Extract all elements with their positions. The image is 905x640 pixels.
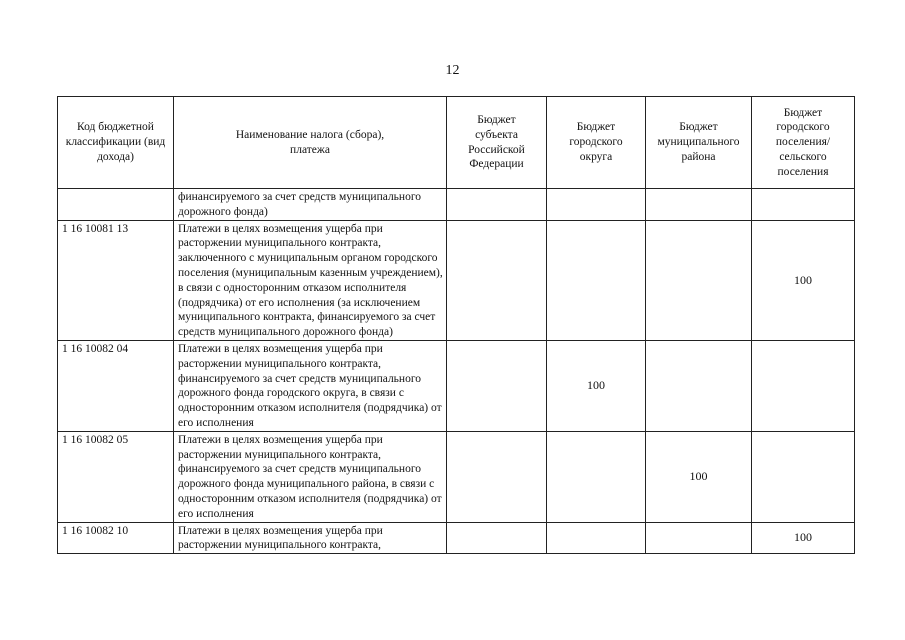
header-subject-budget-text: Бюджет субъекта Российской Федерации — [468, 113, 525, 171]
row-code: 1 16 10082 05 — [58, 431, 174, 522]
budget-classification-table — [57, 96, 855, 554]
header-tax-name — [174, 97, 447, 189]
header-budget-code — [58, 97, 174, 189]
row-city-district-value — [547, 431, 646, 522]
row-city-district-value: 100 — [547, 340, 646, 431]
row-municipal-district-value: 100 — [646, 431, 752, 522]
header-city-district-budget-text: Бюджет городского округа — [569, 121, 623, 163]
row-name: Платежи в целях возмещения ущерба при расторжении муниципального контракта, финансируемого за счет средств муниципального дорожного фонда муниципального района, в связи с односторонним отказом исполнителя (подрядчика) от его исполнения — [174, 431, 447, 522]
row-settlement-value — [752, 340, 855, 431]
row-name: Платежи в целях возмещения ущерба при расторжении муниципального контракта, — [174, 522, 447, 554]
row-subject-value — [447, 522, 547, 554]
table-row — [58, 431, 855, 522]
row-name: финансируемого за счет средств муниципального дорожного фонда) — [174, 189, 447, 221]
row-code: 1 16 10081 13 — [58, 220, 174, 340]
row-subject-value — [447, 340, 547, 431]
row-code — [58, 189, 174, 221]
row-municipal-district-value — [646, 220, 752, 340]
row-municipal-district-value — [646, 522, 752, 554]
row-municipal-district-value — [646, 340, 752, 431]
table-row — [58, 340, 855, 431]
table-row — [58, 522, 855, 554]
page-number: 12 — [445, 63, 460, 78]
header-subject-budget — [447, 97, 547, 189]
row-code: 1 16 10082 04 — [58, 340, 174, 431]
row-code: 1 16 10082 10 — [58, 522, 174, 554]
header-municipal-district-budget-text: Бюджет муниципального района — [657, 121, 740, 163]
row-subject-value — [447, 431, 547, 522]
row-city-district-value — [547, 189, 646, 221]
row-name: Платежи в целях возмещения ущерба при расторжении муниципального контракта, финансируемого за счет средств муниципального дорожного фонда городского округа, в связи с односторонним отказом исполнителя (подрядчика) от его исполнения — [174, 340, 447, 431]
row-city-district-value — [547, 220, 646, 340]
header-budget-code-text: Код бюджетной классификации (вид дохода) — [65, 121, 166, 163]
table-row — [58, 220, 855, 340]
row-settlement-value — [752, 189, 855, 221]
row-settlement-value: 100 — [752, 522, 855, 554]
row-settlement-value — [752, 431, 855, 522]
row-city-district-value — [547, 522, 646, 554]
header-tax-name-text: Наименование налога (сбора), платежа — [235, 128, 385, 156]
header-settlement-budget — [752, 97, 855, 189]
row-name: Платежи в целях возмещения ущерба при расторжении муниципального контракта, заключенного с муниципальным органом городского поселения (муниципальным казенным учреждением), в связи с односторонним отказом исполнителя (подрядчика) от его исполнения (за исключением муниципального контракта, финансируемого за счет средств муниципального дорожного фонда) — [174, 220, 447, 340]
header-municipal-district-budget — [646, 97, 752, 189]
header-city-district-budget — [547, 97, 646, 189]
table-header-row — [58, 97, 855, 189]
row-settlement-value: 100 — [752, 220, 855, 340]
row-municipal-district-value — [646, 189, 752, 221]
row-subject-value — [447, 220, 547, 340]
header-settlement-budget-text: Бюджет городского поселения/ сельского поселения — [775, 106, 831, 178]
row-subject-value — [447, 189, 547, 221]
table-row — [58, 189, 855, 221]
